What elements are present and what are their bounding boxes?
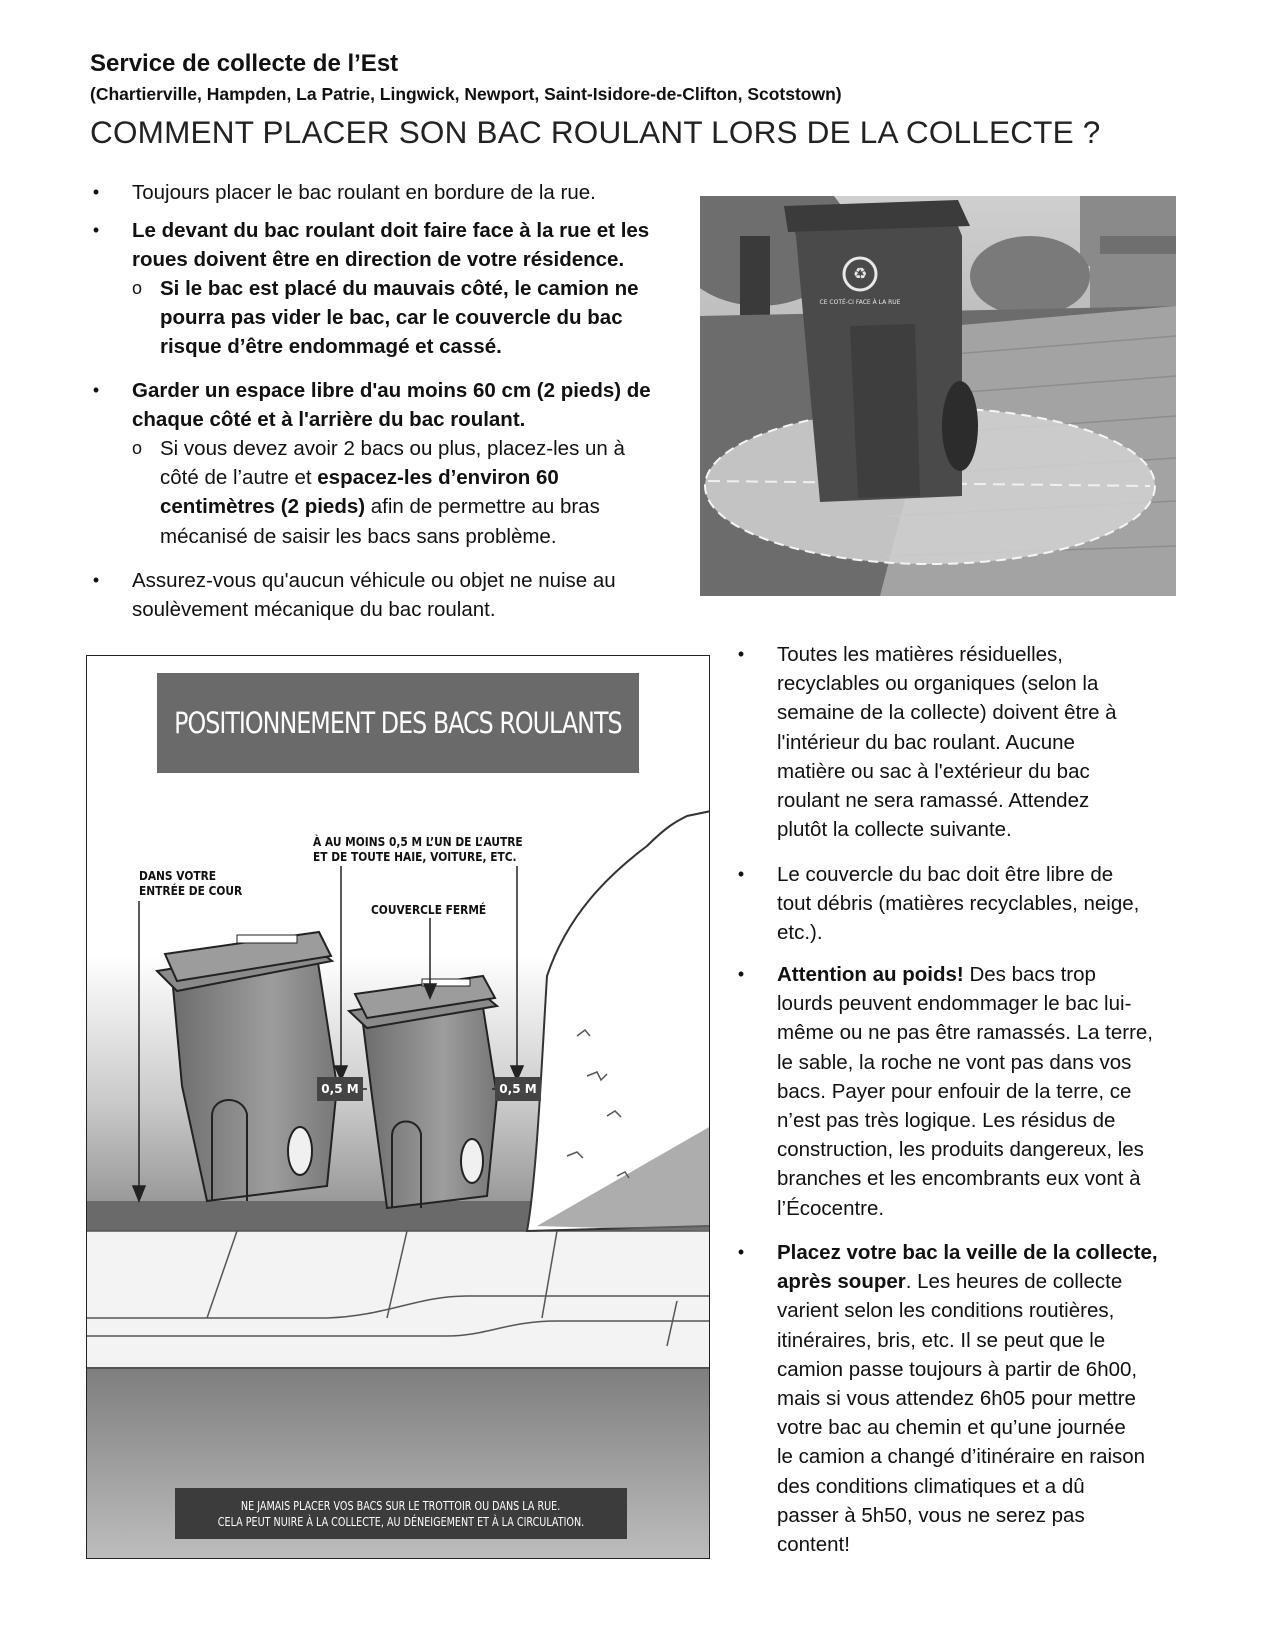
bullet-line: n’est pas très logique. Les résidus de <box>777 1109 1116 1133</box>
bullet-dot-icon: • <box>92 182 100 202</box>
bullet-line: Attention au poids! Des bacs trop <box>777 963 1096 986</box>
bullet-dot-icon: • <box>737 1242 745 1262</box>
sub-bullet-line: côté de l’autre et espacez-les d’environ 60 <box>160 466 559 490</box>
bullet-always-curb <box>90 178 680 208</box>
diagram-banner: POSITIONNEMENT DES BACS ROULANTS <box>157 673 639 773</box>
label-distance: À AU MOINS 0,5 M L’UN DE L’AUTRE ET DE TOUTE HAIE, VOITURE, ETC. <box>313 834 523 864</box>
bullet-face-street <box>90 216 680 366</box>
bullet-line: mais si vous attendez 6h05 pour mettre <box>777 1387 1136 1411</box>
bullet-dot-icon: • <box>92 220 100 240</box>
bullet-line: après souper. Les heures de collecte <box>777 1270 1123 1294</box>
bin-side-label: CE COTÉ-CI FACE À LA RUE <box>819 299 901 306</box>
bullet-dot-icon: • <box>92 570 100 590</box>
bullet-lid-free <box>735 860 1195 950</box>
bullet-line: des conditions climatiques et a dû <box>777 1474 1085 1498</box>
bullet-line: l’Écocentre. <box>777 1196 885 1220</box>
bullet-line: le camion a changé d’itinéraire en raison <box>777 1445 1146 1469</box>
diagram-warning-footer: NE JAMAIS PLACER VOS BACS SUR LE TROTTOIR OU DANS LA RUE. CELA PEUT NUIRE À LA COLLECTE, AU DÉNEIGEMENT ET À LA CIRCULATION. <box>175 1488 627 1539</box>
bullet-free-space <box>90 376 690 556</box>
bullet-line: roues doivent être en direction de votre résidence. <box>132 248 625 272</box>
distance-tag-right: 0,5 M <box>495 1077 541 1101</box>
bullet-line: Assurez-vous qu'aucun véhicule ou objet ne nuise au <box>132 569 616 592</box>
bullet-inside-bin <box>735 640 1195 850</box>
bin-positioning-diagram <box>86 655 710 1559</box>
bullet-dot-icon: • <box>737 644 745 664</box>
bullet-line: plutôt la collecte suivante. <box>777 818 1012 842</box>
bullet-line: recyclables ou organiques (selon la <box>777 672 1099 696</box>
bin-placement-photo <box>700 196 1176 596</box>
bullet-line: camion passe toujours à partir de 6h00, <box>777 1357 1138 1381</box>
sub-bullet-circle-icon: o <box>132 438 143 458</box>
bullet-line: matière ou sac à l'extérieur du bac <box>777 759 1090 783</box>
bullet-line: roulant ne sera ramassé. Attendez <box>777 789 1090 813</box>
bullet-weight <box>735 960 1195 1230</box>
bullet-line: même ou ne pas être ramassés. La terre, <box>777 1021 1154 1045</box>
label-lid-closed: COUVERCLE FERMÉ <box>371 902 487 917</box>
distance-tag-left: 0,5 M <box>317 1077 363 1101</box>
diagram-illustration <box>87 656 710 1559</box>
sub-bullet-line: risque d’être endommagé et cassé. <box>160 335 502 359</box>
bullet-line: l'intérieur du bac roulant. Aucune <box>777 730 1075 754</box>
sub-bullet-line: Si vous devez avoir 2 bacs ou plus, placez-les un à <box>160 437 625 460</box>
service-title: Service de collecte de l’Est <box>90 50 399 77</box>
bullet-line: le sable, la roche ne vont pas dans vos <box>777 1050 1132 1074</box>
main-heading: COMMENT PLACER SON BAC ROULANT LORS DE LA COLLECTE ? <box>90 114 1101 150</box>
bullet-line: itinéraires, bris, etc. Il se peut que le <box>777 1328 1106 1352</box>
photo-illustration <box>700 196 1176 596</box>
sub-bullet-line: mécanisé de saisir les bacs sans problème. <box>160 524 557 548</box>
bullet-line: soulèvement mécanique du bac roulant. <box>132 598 496 622</box>
bullet-line: lourds peuvent endommager le bac lui- <box>777 992 1132 1016</box>
bullet-line: semaine de la collecte) doivent être à <box>777 701 1117 725</box>
bullet-line: Garder un espace libre d'au moins 60 cm (2 pieds) de <box>132 379 651 402</box>
bullet-text: Toujours placer le bac roulant en bordure de la rue. <box>132 181 596 204</box>
bullet-line: etc.). <box>777 921 823 945</box>
bullet-line: tout débris (matières recyclables, neige, <box>777 892 1140 916</box>
bullet-line: construction, les produits dangereux, les <box>777 1138 1144 1162</box>
bullet-dot-icon: • <box>737 864 745 884</box>
label-driveway: DANS VOTRE ENTRÉE DE COUR <box>139 868 243 898</box>
bullet-line: Toutes les matières résiduelles, <box>777 643 1063 666</box>
sub-bullet-line: centimètres (2 pieds) afin de permettre au bras <box>160 495 600 519</box>
bullet-dot-icon: • <box>92 380 100 400</box>
sub-bullet-circle-icon: o <box>132 278 143 298</box>
bullet-line: content! <box>777 1533 850 1557</box>
bullet-line: chaque côté et à l'arrière du bac roulant. <box>132 408 526 432</box>
bullet-line: votre bac au chemin et qu’une journée <box>777 1416 1126 1440</box>
bullet-line: bacs. Payer pour enfouir de la terre, ce <box>777 1079 1132 1103</box>
sub-bullet-line: Si le bac est placé du mauvais côté, le camion ne <box>160 277 639 300</box>
bullet-line: varient selon les conditions routières, <box>777 1299 1115 1323</box>
bullet-no-obstruction <box>90 566 690 626</box>
svg-text:♻: ♻ <box>852 264 868 283</box>
bullet-line: Placez votre bac la veille de la collecte, <box>777 1241 1158 1264</box>
sub-bullet-line: pourra pas vider le bac, car le couvercle du bac <box>160 306 623 330</box>
bullet-line: Le devant du bac roulant doit faire face à la rue et les <box>132 219 650 242</box>
bullet-line: Le couvercle du bac doit être libre de <box>777 863 1114 886</box>
bullet-line: branches et les encombrants eux vont à <box>777 1167 1141 1191</box>
bullet-line: passer à 5h50, vous ne serez pas <box>777 1503 1085 1527</box>
municipalities-list: (Chartierville, Hampden, La Patrie, Lingwick, Newport, Saint-Isidore-de-Clifton, Scotstown) <box>90 84 842 104</box>
bullet-place-evening <box>735 1238 1205 1568</box>
bullet-dot-icon: • <box>737 964 745 984</box>
